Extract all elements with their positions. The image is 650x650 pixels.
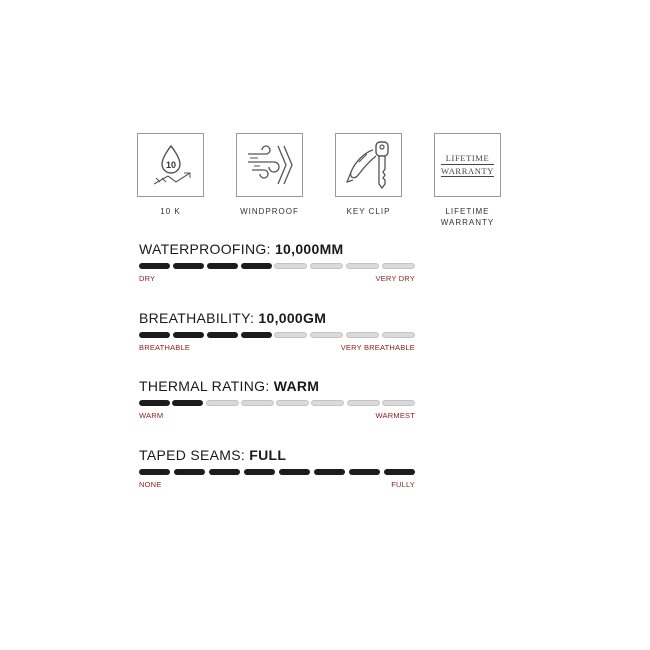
rating-segment-empty <box>206 400 239 406</box>
rating-min-label: DRY <box>139 274 156 283</box>
rating-segment-filled <box>172 400 203 406</box>
rating-segment-filled <box>207 332 238 338</box>
rating-segment-empty <box>382 400 415 406</box>
rating-name: TAPED SEAMS: <box>139 447 250 463</box>
rating-segment-filled <box>173 263 204 269</box>
rating-min-label: NONE <box>139 480 162 489</box>
feature-label: WINDPROOF <box>240 207 299 216</box>
feature-label: LIFETIME WARRANTY <box>440 207 495 227</box>
rating-max-label: VERY BREATHABLE <box>340 343 415 352</box>
rating-title <box>139 378 415 395</box>
rating-segment-filled <box>244 469 275 475</box>
rating-segment-empty <box>382 332 415 338</box>
rating-scale <box>139 469 415 475</box>
rating-name: BREATHABILITY: <box>139 310 259 326</box>
rating-thermal <box>139 378 415 420</box>
rating-segment-filled <box>139 400 170 406</box>
rating-segment-empty <box>347 400 380 406</box>
rating-segment-filled <box>279 469 310 475</box>
rating-name: THERMAL RATING: <box>139 378 274 394</box>
rating-segment-filled <box>314 469 345 475</box>
rating-segment-empty <box>346 263 379 269</box>
rating-waterproofing <box>139 241 415 283</box>
rating-segment-filled <box>209 469 240 475</box>
feature-lifetime-warranty <box>434 133 501 228</box>
feature-label: 10 K <box>160 207 181 216</box>
rating-value: 10,000GM <box>258 310 327 326</box>
rating-title <box>139 310 415 327</box>
feature-windproof <box>236 133 303 217</box>
rating-segment-empty <box>311 400 344 406</box>
rating-title <box>139 447 415 464</box>
rating-scale <box>139 263 415 269</box>
rating-segment-filled <box>139 469 170 475</box>
rating-segment-empty <box>310 332 343 338</box>
rating-segment-filled <box>207 263 238 269</box>
rating-max-label: FULLY <box>391 480 415 489</box>
rating-segment-filled <box>139 263 170 269</box>
rating-max-label: VERY DRY <box>375 274 415 283</box>
rating-segment-filled <box>241 263 272 269</box>
feature-label: KEY CLIP <box>346 207 391 216</box>
rating-segment-empty <box>274 263 307 269</box>
rating-name: WATERPROOFING: <box>139 241 275 257</box>
feature-waterproof <box>137 133 204 217</box>
rating-segment-filled <box>173 332 204 338</box>
wind-icon <box>236 133 303 197</box>
rating-scale <box>139 332 415 338</box>
drop-number: 10 <box>165 160 176 170</box>
rating-taped-seams <box>139 447 415 489</box>
key-clip-icon <box>335 133 402 197</box>
rating-segment-filled <box>349 469 380 475</box>
rating-segment-empty <box>274 332 307 338</box>
water-drop-10-icon <box>137 133 204 197</box>
rating-max-label: WARMEST <box>375 411 415 420</box>
warranty-box-line1: LIFETIME <box>441 153 494 165</box>
rating-segment-empty <box>241 400 274 406</box>
rating-segment-empty <box>310 263 343 269</box>
rating-breathability <box>139 310 415 352</box>
rating-segment-empty <box>346 332 379 338</box>
lifetime-warranty-icon <box>434 133 501 197</box>
feature-icons-row <box>137 133 502 228</box>
rating-value: WARM <box>273 378 320 394</box>
rating-value: FULL <box>249 447 287 463</box>
rating-segment-filled <box>174 469 205 475</box>
rating-segment-filled <box>241 332 272 338</box>
feature-key-clip <box>335 133 402 217</box>
rating-segment-filled <box>384 469 415 475</box>
warranty-box-line2: WARRANTY <box>441 166 494 176</box>
rating-min-label: BREATHABLE <box>139 343 191 352</box>
rating-segment-empty <box>382 263 415 269</box>
rating-segment-empty <box>276 400 309 406</box>
rating-scale <box>139 400 415 406</box>
rating-segment-filled <box>139 332 170 338</box>
rating-min-label: WARM <box>139 411 164 420</box>
rating-value: 10,000MM <box>274 241 344 257</box>
rating-title <box>139 241 415 258</box>
